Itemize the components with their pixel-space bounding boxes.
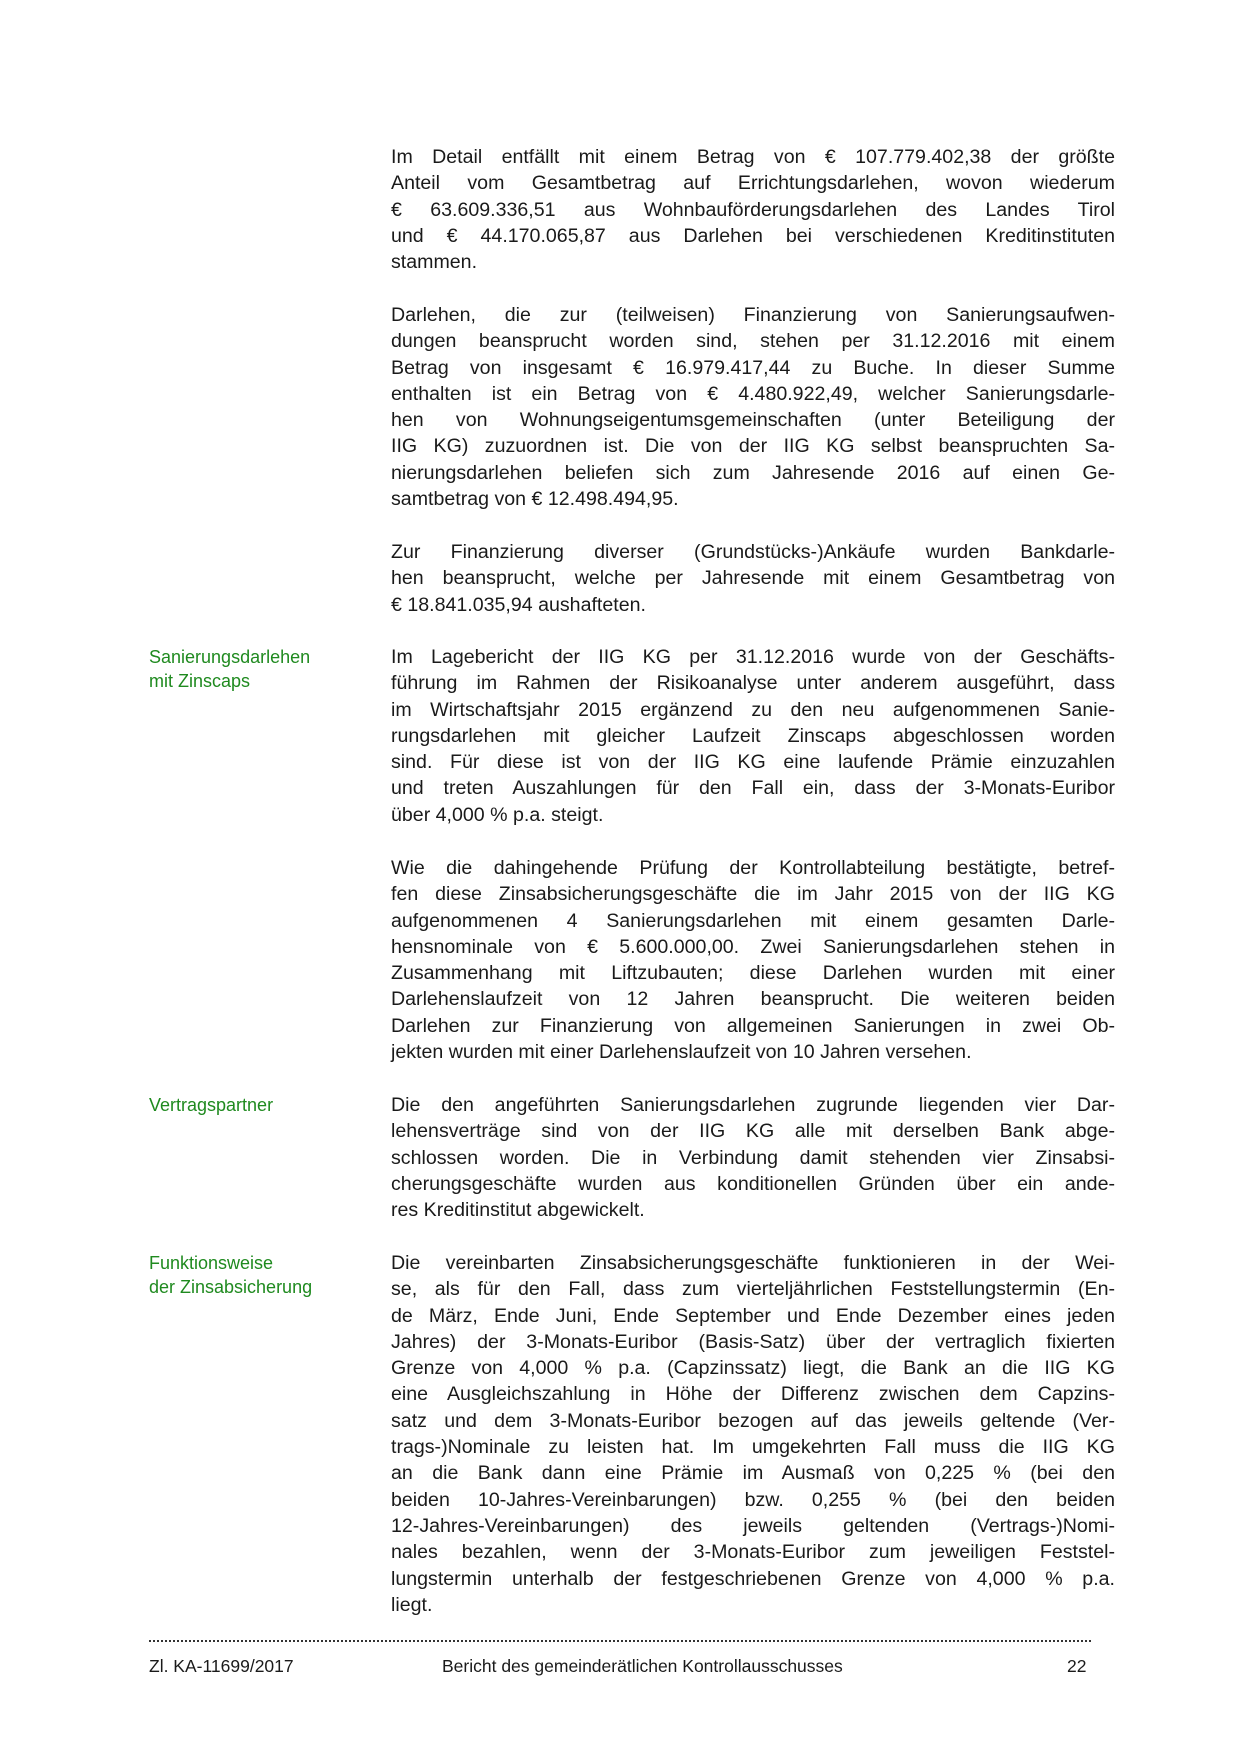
text-line: nierungsdarlehen beliefen sich zum Jahresende 2016 auf einen Ge- xyxy=(391,461,1115,484)
text-line: 12-Jahres-Vereinbarungen) des jeweils geltenden (Vertrags-)Nomi- xyxy=(391,1514,1115,1537)
text-line: und € 44.170.065,87 aus Darlehen bei verschiedenen Kreditinstituten xyxy=(391,224,1115,247)
side-heading-line: der Zinsabsicherung xyxy=(149,1276,313,1297)
text-line: und treten Auszahlungen für den Fall ein, dass der 3-Monats-Euribor xyxy=(391,777,1115,800)
text-line: se, als für den Fall, dass zum vierteljährlichen Feststellungstermin (En- xyxy=(391,1278,1115,1301)
text-line: eine Ausgleichszahlung in Höhe der Differenz zwischen dem Capzins- xyxy=(391,1383,1115,1406)
text-line: rungsdarlehen mit gleicher Laufzeit Zinscaps abgeschlossen worden xyxy=(391,724,1115,747)
text-line: Anteil vom Gesamtbetrag auf Errichtungsdarlehen, wovon wiederum xyxy=(391,172,1115,195)
side-heading-line: Funktionsweise xyxy=(149,1253,274,1273)
paragraph-errichtungsdarlehen xyxy=(391,144,1115,275)
text-line: aufgenommenen 4 Sanierungsdarlehen mit einem gesamten Darle- xyxy=(391,909,1115,932)
paragraph-vertragspartner xyxy=(391,1092,1115,1223)
text-line: € 18.841.035,94 aushafteten. xyxy=(391,593,646,616)
text-line: beiden 10-Jahres-Vereinbarungen) bzw. 0,255 % (bei den beiden xyxy=(391,1488,1115,1511)
text-line: Zur Finanzierung diverser (Grundstücks-)Ankäufe wurden Bankdarle- xyxy=(391,541,1115,563)
text-line: Grenze von 4,000 % p.a. (Capzinssatz) liegt, die Bank an die IIG KG xyxy=(391,1357,1115,1380)
text-line: res Kreditinstitut abgewickelt. xyxy=(391,1199,645,1222)
text-line: Die den angeführten Sanierungsdarlehen zugrunde liegenden vier Dar- xyxy=(391,1094,1115,1116)
side-heading-funktionsweise xyxy=(149,1252,369,1299)
paragraph-sanierungsdarlehen xyxy=(391,302,1115,512)
text-line: enthalten ist ein Betrag von € 4.480.922,49, welcher Sanierungsdarle- xyxy=(391,382,1115,405)
text-line: im Wirtschaftsjahr 2015 ergänzend zu den neu aufgenommenen Sanie- xyxy=(391,698,1115,721)
text-line: satz und dem 3-Monats-Euribor bezogen auf das jeweils geltende (Ver- xyxy=(391,1409,1115,1432)
text-line: Darlehen zur Finanzierung von allgemeinen Sanierungen in zwei Ob- xyxy=(391,1014,1115,1037)
side-heading-sanierungsdarlehen-zinscaps xyxy=(149,646,369,693)
text-line: nales bezahlen, wenn der 3-Monats-Euribor zum jeweiligen Feststel- xyxy=(391,1541,1115,1564)
text-line: über 4,000 % p.a. steigt. xyxy=(391,803,604,826)
text-line: Darlehen, die zur (teilweisen) Finanzierung von Sanierungsaufwen- xyxy=(391,304,1115,326)
text-line: dungen beansprucht worden sind, stehen per 31.12.2016 mit einem xyxy=(391,330,1115,353)
paragraph-grundstuecksankaeufe xyxy=(391,539,1115,618)
text-line: IIG KG) zuzuordnen ist. Die von der IIG KG selbst beanspruchten Sa- xyxy=(391,435,1115,458)
text-line: fen diese Zinsabsicherungsgeschäfte die im Jahr 2015 von der IIG KG xyxy=(391,883,1115,906)
text-line: de März, Ende Juni, Ende September und Ende Dezember eines jeden xyxy=(391,1304,1115,1327)
text-line: Darlehenslaufzeit von 12 Jahren beansprucht. Die weiteren beiden xyxy=(391,988,1115,1011)
text-line: Betrag von insgesamt € 16.979.417,44 zu Buche. In dieser Summe xyxy=(391,356,1115,379)
text-line: Wie die dahingehende Prüfung der Kontrollabteilung bestätigte, betref- xyxy=(391,857,1115,879)
text-line: an die Bank dann eine Prämie im Ausmaß von 0,225 % (bei den xyxy=(391,1462,1115,1485)
text-line: stammen. xyxy=(391,251,478,274)
side-heading-vertragspartner xyxy=(149,1094,369,1118)
text-line: samtbetrag von € 12.498.494,95. xyxy=(391,488,679,511)
text-line: Jahres) der 3-Monats-Euribor (Basis-Satz) über der vertraglich fixierten xyxy=(391,1330,1115,1353)
text-line: Im Detail entfällt mit einem Betrag von € 107.779.402,38 der größte xyxy=(391,146,1115,168)
text-line: führung im Rahmen der Risikoanalyse unter anderem ausgeführt, dass xyxy=(391,672,1115,695)
text-line: liegt. xyxy=(391,1593,433,1616)
text-line: hensnominale von € 5.600.000,00. Zwei Sanierungsdarlehen stehen in xyxy=(391,935,1115,958)
paragraph-funktionsweise xyxy=(391,1250,1115,1618)
text-line: Zusammenhang mit Liftzubauten; diese Darlehen wurden mit einer xyxy=(391,962,1115,985)
text-line: lehensverträge sind von der IIG KG alle mit derselben Bank abge- xyxy=(391,1120,1115,1143)
text-line: hen von Wohnungseigentumsgemeinschaften (unter Beteiligung der xyxy=(391,409,1115,432)
paragraph-pruefung xyxy=(391,855,1115,1065)
text-line: sind. Für diese ist von der IIG KG eine laufende Prämie einzuzahlen xyxy=(391,751,1115,774)
side-heading-line: Sanierungsdarlehen xyxy=(149,647,311,667)
text-line: jekten wurden mit einer Darlehenslaufzeit von 10 Jahren versehen. xyxy=(391,1041,972,1064)
footer-divider xyxy=(149,1640,1091,1642)
text-line: € 63.609.336,51 aus Wohnbauförderungsdarlehen des Landes Tirol xyxy=(391,198,1115,221)
text-line: Im Lagebericht der IIG KG per 31.12.2016 wurde von der Geschäfts- xyxy=(391,646,1115,668)
footer-reference: Zl. KA-11699/2017 xyxy=(149,1656,294,1676)
text-line: schlossen worden. Die in Verbindung damit stehenden vier Zinsabsi- xyxy=(391,1146,1115,1169)
side-heading-line: Vertragspartner xyxy=(149,1095,274,1115)
text-line: lungstermin unterhalb der festgeschriebenen Grenze von 4,000 % p.a. xyxy=(391,1567,1115,1590)
paragraph-lagebericht xyxy=(391,644,1115,828)
side-heading-line: mit Zinscaps xyxy=(149,670,251,691)
text-line: cherungsgeschäfte wurden aus konditionellen Gründen über ein ande- xyxy=(391,1172,1115,1195)
footer-title: Bericht des gemeinderätlichen Kontrollausschusses xyxy=(442,1656,843,1676)
page-number: 22 xyxy=(1067,1656,1087,1676)
text-line: Die vereinbarten Zinsabsicherungsgeschäfte funktionieren in der Wei- xyxy=(391,1252,1115,1274)
text-line: hen beansprucht, welche per Jahresende mit einem Gesamtbetrag von xyxy=(391,567,1115,590)
text-line: trags-)Nominale zu leisten hat. Im umgekehrten Fall muss die IIG KG xyxy=(391,1436,1115,1459)
